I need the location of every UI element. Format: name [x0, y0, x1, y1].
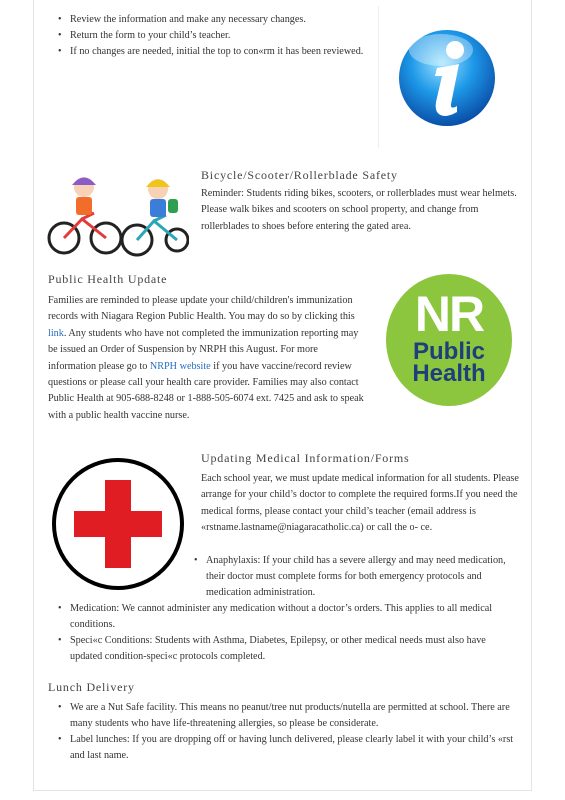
list-item: • Return the form to your child’s teacher. [50, 28, 370, 44]
info-image [378, 6, 527, 148]
public-health-text-part: . Any students who have not completed the immunization reporting may be issued an Order of Suspension by NRPH this August. For more information please go to [48, 327, 359, 372]
nr-public-health-logo [386, 274, 512, 406]
logo-nr-text: NR [414, 286, 484, 342]
public-health-text-part: if you have vaccine/record review questions or please call your health care provider. Families may also contact Public Health at 905-688-8248 or 1-888-505-6074 ext. 7425 and ask to speak with a public health vaccine nurse. [48, 360, 364, 421]
lunch-delivery-title: Lunch Delivery [48, 680, 135, 694]
medical-list [50, 601, 520, 665]
form-steps-list [50, 12, 370, 60]
immunization-link[interactable]: link [48, 327, 64, 339]
list-item: • Anaphylaxis: If your child has a severe allergy and may need medication, their doctor must complete forms for both emergency protocols and medication administration. [186, 553, 519, 601]
medical-info-text: Each school year, we must update medical information for all students. Please arrange for your child’s doctor to complete the required forms.If you need the medical forms, please contact your child’s teacher (email address is «rstname.lastname@niagaracatholic.ca) or call the o- ce. [201, 473, 519, 534]
public-health-title: Public Health Update [48, 272, 168, 286]
public-health-text-part: Families are reminded to please update your child/children's immunization records with Niagara Region Public Health. You may do so by clicking this [48, 295, 355, 323]
logo-public-text: Public [412, 338, 485, 365]
list-item: • We are a Nut Safe facility. This means no peanut/tree nut products/nutella are permitted at school. There are many students who have life-threatening allergies, so please be considerate. [50, 700, 520, 732]
lunch-list [50, 700, 520, 764]
bike-safety-text: Reminder: Students riding bikes, scooters, or rollerblades must wear helmets. Please walk bikes and scooters on school property, and change from rollerblades to shoes before entering the gated area. [201, 188, 517, 232]
medical-anaphylaxis-list [186, 553, 519, 601]
bike-safety-title: Bicycle/Scooter/Rollerblade Safety [201, 168, 398, 182]
list-item: • Review the information and make any necessary changes. [50, 12, 370, 28]
logo-health-text: Health [412, 360, 486, 387]
list-item: • Medication: We cannot administer any medication without a doctor’s orders. This applies to all medical conditions. [50, 601, 520, 633]
list-item: • Label lunches: If you are dropping off or having lunch delivered, please clearly label it with your child’s «rst and last name. [50, 732, 520, 764]
kids-bikes-image [44, 165, 189, 257]
red-cross-icon [50, 456, 186, 592]
medical-info-title: Updating Medical Information/Forms [201, 451, 410, 465]
list-item: • Speci«c Conditions: Students with Asthma, Diabetes, Epilepsy, or other medical needs must also have updated condition-speci«c protocols completed. [50, 633, 520, 665]
info-icon [379, 6, 527, 148]
newsletter-page [33, 0, 532, 791]
list-item: • If no changes are needed, initial the top to con«rm it has been reviewed. [50, 44, 370, 60]
nrph-website-link[interactable]: NRPH website [149, 360, 211, 372]
red-cross-image [50, 456, 186, 592]
public-health-text [48, 293, 368, 424]
